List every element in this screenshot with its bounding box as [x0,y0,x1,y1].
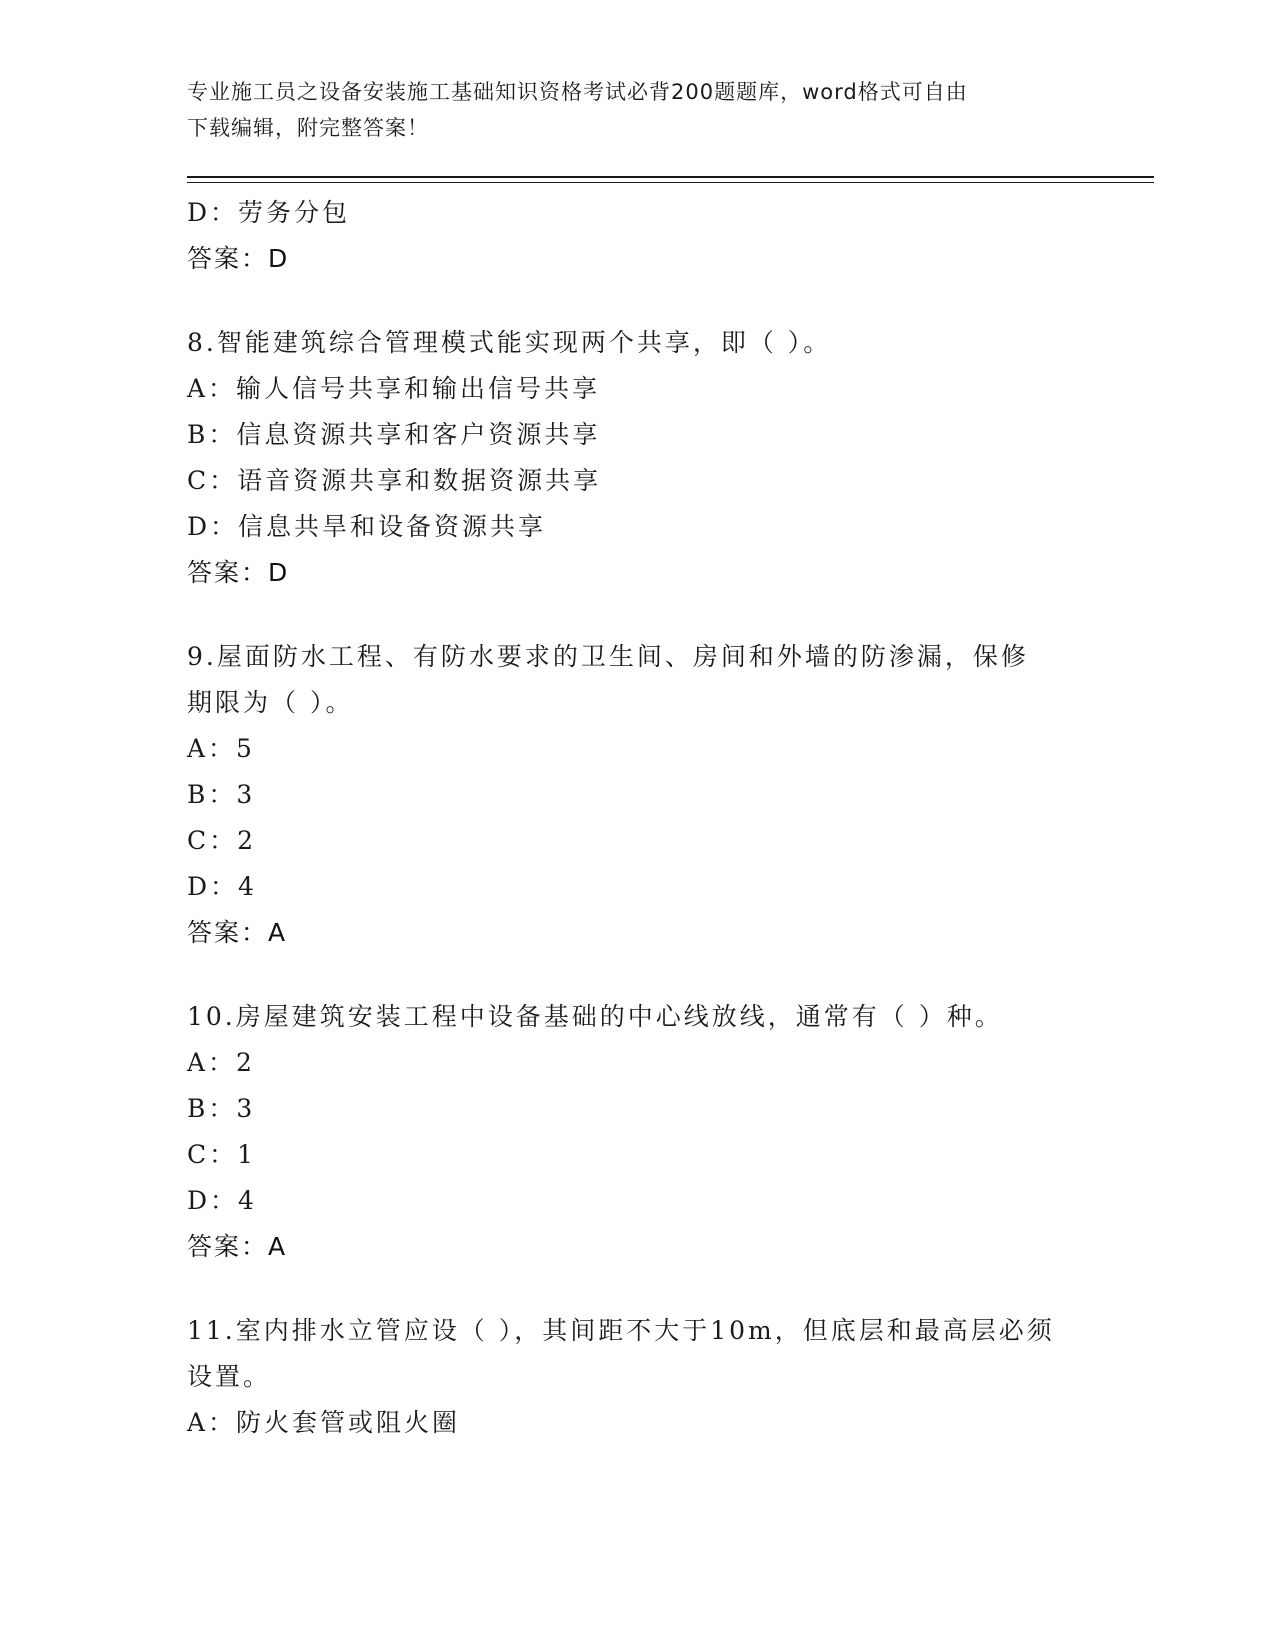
spacer [187,596,1087,634]
header-divider-thin [187,182,1154,183]
question-block-9 [187,634,1087,956]
question-stem-line-2: 期限为（ ）。 [187,688,354,717]
answer-line: 答案：A [187,918,288,947]
question-stem: 10.房屋建筑安装工程中设备基础的中心线放线，通常有（ ）种。 [187,1002,1003,1031]
option-d: D：4 [187,1186,257,1215]
question-block-previous [187,190,1087,282]
spacer [187,956,1087,994]
option-c: C：1 [187,1140,257,1169]
question-stem-line-1: 9.屋面防水工程、有防水要求的卫生间、房间和外墙的防渗漏，保修 [187,642,1029,671]
question-stem-line-1: 11.室内排水立管应设（ ），其间距不大于10m，但底层和最高层必须 [187,1316,1055,1345]
answer-line: 答案：D [187,558,290,587]
option-b: B：信息资源共享和客户资源共享 [187,420,601,449]
spacer [187,282,1087,320]
question-block-10 [187,994,1087,1270]
question-stem-line-2: 设置。 [187,1362,272,1391]
option-c: C：语音资源共享和数据资源共享 [187,466,602,495]
option-a: A：2 [187,1048,255,1077]
option-a: A：防火套管或阻火圈 [187,1408,461,1437]
option-d: D：信息共旱和设备资源共享 [187,512,547,541]
question-block-8 [187,320,1087,596]
question-stem: 8.智能建筑综合管理模式能实现两个共享，即（ ）。 [187,328,832,357]
header-divider-thick [187,176,1154,178]
question-list [187,190,1087,1446]
spacer [187,1270,1087,1308]
option-d: D：4 [187,872,257,901]
option-d: D：劳务分包 [187,198,351,227]
answer-line: 答案：A [187,1232,288,1261]
document-header [187,74,1087,146]
option-b: B：3 [187,780,256,809]
header-title-line-1: 专业施工员之设备安装施工基础知识资格考试必背200题题库，word格式可自由 [187,80,968,104]
question-block-11 [187,1308,1087,1446]
option-c: C：2 [187,826,257,855]
option-b: B：3 [187,1094,256,1123]
header-title-line-2: 下载编辑，附完整答案！ [187,116,429,140]
answer-line: 答案：D [187,244,290,273]
option-a: A：5 [187,734,255,763]
option-a: A：输人信号共享和输出信号共享 [187,374,601,403]
